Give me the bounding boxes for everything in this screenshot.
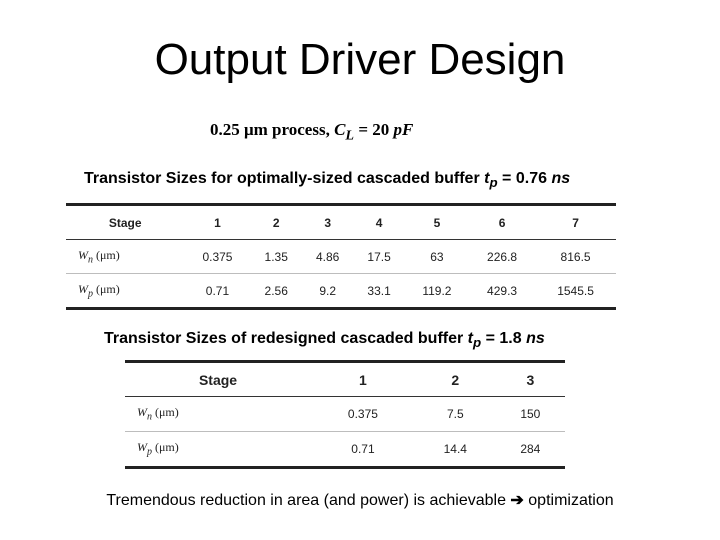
header-stage-label: Stage [66,205,184,240]
table-row [66,240,616,274]
caption2-unit: ns [526,330,545,347]
header-stage: 3 [302,205,353,240]
caption1-value: = 0.76 [497,170,552,187]
caption1-var: t [484,170,490,187]
table2-caption [104,330,545,350]
header-stage-label: Stage [125,362,311,397]
redesigned-sizes-table [125,360,565,469]
conclusion-tail: optimization [523,492,614,509]
mu-symbol: μ [244,120,254,139]
caption1-unit: ns [551,170,571,187]
table-cell: 119.2 [405,274,469,309]
table-row [66,274,616,309]
table-cell: 9.2 [302,274,353,309]
table-cell: 4.86 [302,240,353,274]
caption2-text: Transistor Sizes of redesigned cascaded buffer [104,330,468,347]
cl-unit: pF [393,120,414,139]
process-size: 0.25 [210,120,244,139]
conclusion-statement: Tremendous reduction in area (and power) is achievable [106,492,511,509]
table-cell: 816.5 [535,240,616,274]
header-stage: 1 [184,205,250,240]
cl-variable: C [334,120,346,139]
cl-subscript: L [345,127,355,144]
table-cell: 14.4 [415,432,496,468]
row-label: $W_p$ (μm) [66,274,184,309]
caption2-value: = 1.8 [481,330,527,347]
table-row [125,432,565,468]
table-cell: 0.375 [311,397,415,432]
header-stage: 6 [469,205,535,240]
table-cell: 284 [496,432,565,468]
table-cell: 2.56 [251,274,302,309]
header-stage: 4 [353,205,404,240]
table-cell: 0.71 [311,432,415,468]
table-cell: 63 [405,240,469,274]
table-header-row [66,205,616,240]
optimal-sizes-table [66,203,616,310]
caption2-sub: p [473,335,482,351]
caption1-text: Transistor Sizes for optimally-sized cascaded buffer [84,170,485,187]
cl-value: = 20 [354,120,394,139]
header-stage: 3 [496,362,565,397]
row-label: $W_p$ (μm) [125,432,311,468]
table-cell: 429.3 [469,274,535,309]
header-stage: 7 [535,205,616,240]
process-spec [210,120,413,144]
table-cell: 150 [496,397,565,432]
conclusion-text [0,490,720,510]
table1-caption [84,170,570,190]
process-label: m process, [253,120,335,139]
header-stage: 2 [415,362,496,397]
row-label: $W_n$ (μm) [125,397,311,432]
arrow-right-icon: ➔ [510,492,524,509]
table-cell: 0.71 [184,274,250,309]
table-row [125,397,565,432]
header-stage: 1 [311,362,415,397]
table-cell: 33.1 [353,274,404,309]
table-header-row [125,362,565,397]
caption1-sub: p [489,175,498,191]
slide-title: Output Driver Design [154,35,566,84]
header-stage: 5 [405,205,469,240]
table-cell: 226.8 [469,240,535,274]
caption2-var: t [467,330,473,347]
table-cell: 17.5 [353,240,404,274]
table-cell: 0.375 [184,240,250,274]
header-stage: 2 [251,205,302,240]
row-label: $W_n$ (μm) [66,240,184,274]
table-cell: 1545.5 [535,274,616,309]
table-cell: 7.5 [415,397,496,432]
table-cell: 1.35 [251,240,302,274]
